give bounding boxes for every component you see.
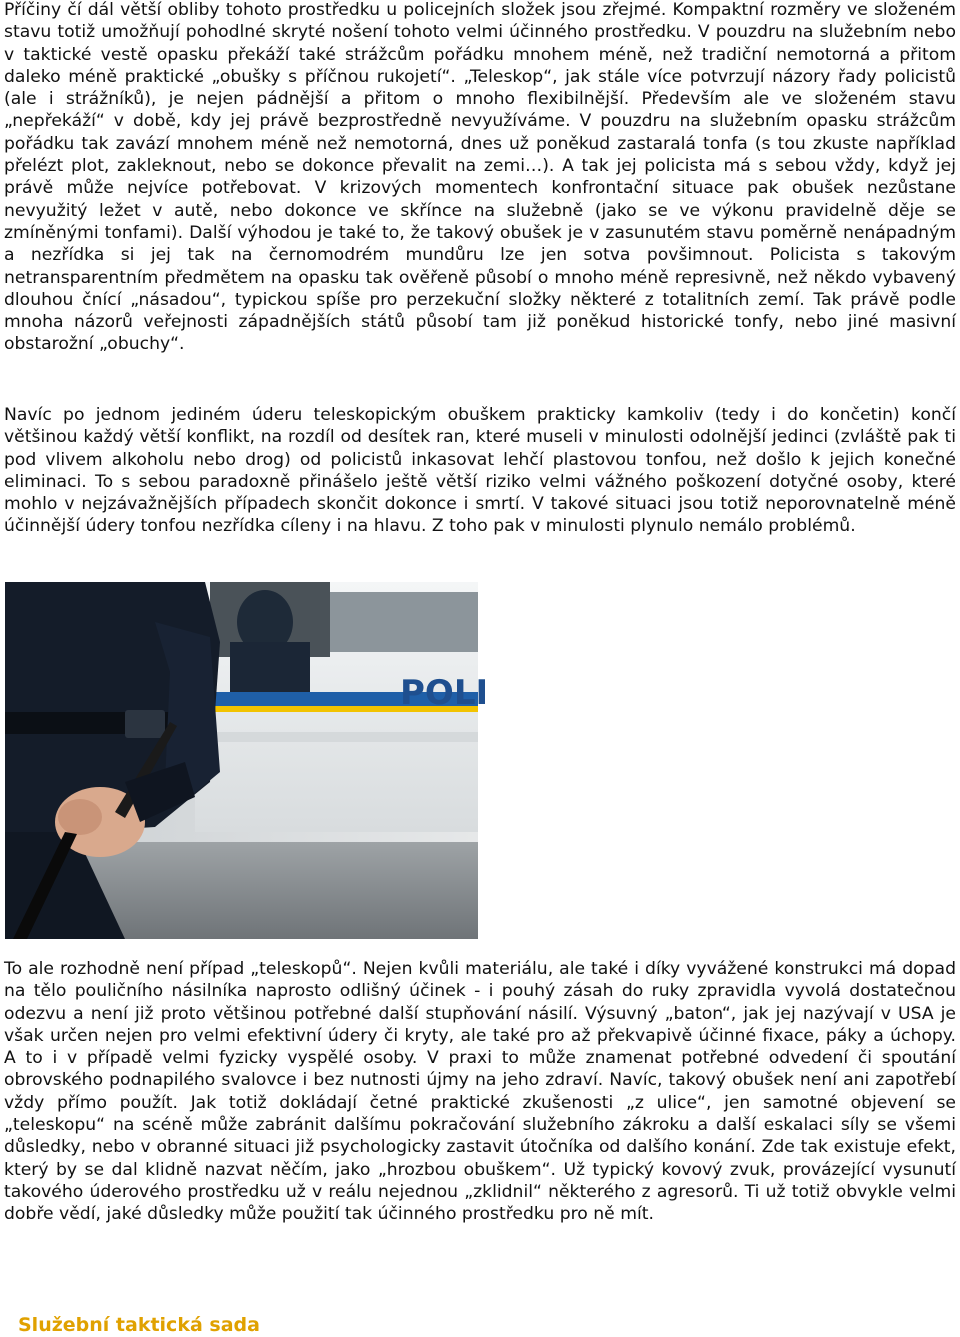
article-paragraph-2: Navíc po jednom jediném úderu teleskopickým obuškem prakticky kamkoliv (tedy i do končetin) končí většinou každý větší konflikt, na rozdíl od desítek ran, které museli v minulosti odolnější jedinci (zvláště pak ti pod vlivem alkoholu nebo drog) od policistů inkasovat lehčí plastovou tonfou, než došlo k jejich konečné eliminaci. To s sebou paradoxně přinášelo ještě větší riziko velmi vážného poškození dotyčné osoby, které mohlo v nejzávažnějších případech skončit dokonce i smrtí. V takové situaci jsou totiž neporovnatelně méně účinnější údery tonfou nezřídka cíleny i na hlavu. Z toho pak v minulosti plynulo nemálo problémů. [4,405,956,537]
article-paragraph-1: Příčiny čí dál větší obliby tohoto prostředku u policejních složek jsou zřejmé. Kompaktní rozměry ve složeném stavu totiž umožňují pohodlné skryté nošení tohoto velmi účinného prostředku. V pouzdru na služebním nebo v taktické vestě opasku překáží také strážcům pořádku mnohem méně, než tradiční nemotorná a přitom daleko méně praktické „obušky s příčnou rukojetí“. „Teleskop“, jak stále více potvrzují názory řady policistů (ale i strážníků), je nejen pádnější a přitom o mnoho flexibilnější. Především ale ve složeném stavu „nepřekáží“ v době, kdy jej právě bezprostředně nevyužíváme. V pouzdru na služebním opasku strážcům pořádku tak zavází mnohem méně než nemotorná, dnes už poněkud zastaralá tonfa (s tou zkuste například přelézt plot, zakleknout, nebo se dokonce převalit na zemi…). A tak jej policista má s sebou vždy, když jej právě může nejvíce potřebovat. V krizových momentech konfrontační situace pak obušek nezůstane nevyužitý ležet v autě, nebo dokonce ve skřínce na služebně (jako se ve výkonu pravidelně děje se zmíněnými tonfami). Další výhodou je také to, že takový obušek je v zasunutém stavu poměrně nenápadným a nezřídka si jej tak na černomodrém mundůru lze jen sotva povšimnout. Policista s takovým netransparentním předmětem na opasku tak ověřeně působí o mnoho méně represivně, než někdo vybavený dlouhou čnící „násadou“, typickou spíše pro perzekuční složky některé z totalitních zemí. Tak právě podle mnoha názorů veřejnosti západnějších států působí tam již poněkud historické tonfy, nebo jiné masivní obstarožní „obuchy“. [4,0,956,355]
article-paragraph-3: To ale rozhodně není případ „teleskopů“. Nejen kvůli materiálu, ale také i díky vyvážené konstrukci má dopad na tělo pouličního násilníka naprosto odlišný účinek - i pouhý zásah do ruky zpravidla vyvolá dostatečnou odezvu a není již proto většinou potřebné další stupňování násilí. Výsuvný „baton“, jak jej nazývají v USA je však určen nejen pro velmi efektivní údery či kryty, ale také pro až překvapivě účinné fixace, páky a úchopy. A to i v případě velmi fyzicky vyspělé osoby. V praxi to může znamenat potřebné odvedení či spoutání obrovského podnapilého svalovce i bez nutnosti újmy na jeho zdraví. Navíc, takový obušek není ani zapotřebí vždy přímo použít. Jak totiž dokládají četné praktické zkušenosti „z ulice“, jen samotné objevení se „teleskopu“ na scéně může zabránit dalšímu pokračování služebního zákroku a další eskalaci síly se všemi důsledky, nebo v obranné situaci již psychologicky zastavit útočníka od dalšího konání. Zde tak existuje efekt, který by se dal klidně nazvat něčím, jako „hrozbou obuškem“. Už typický kovový zvuk, provázející vysunutí takového úderového prostředku už v reálu nejednou „zklidnil“ některého z agresorů. Ti už totiž obvykle velmi dobře vědí, jaké důsledky může použití tak účinného prostředku pro ně mít. [4,959,956,1225]
section-heading-tactical-kit[interactable]: Služební taktická sada [18,1314,260,1336]
article-photo-police-baton [5,582,489,939]
photo-car-text: POLI [400,673,489,713]
